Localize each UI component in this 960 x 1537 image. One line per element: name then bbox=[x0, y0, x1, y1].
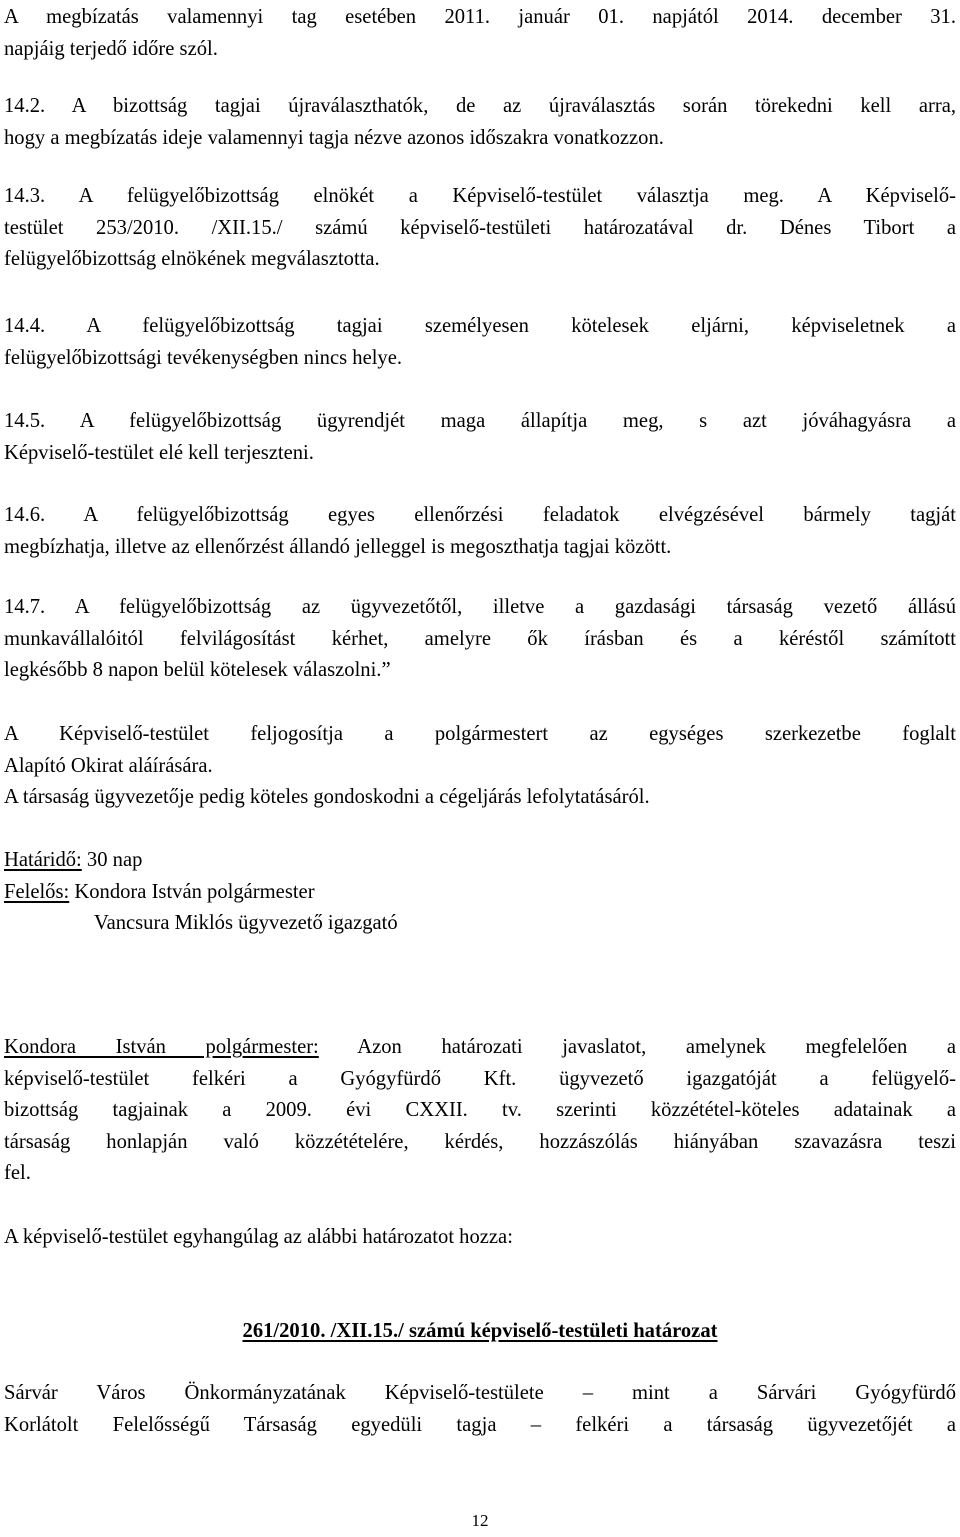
text-line: 14.5. A felügyelőbizottság ügyrendjét maga állapítja meg, s azt jóváhagyásra a bbox=[4, 410, 956, 432]
resolution-title bbox=[0, 1316, 960, 1348]
text-line: 14.2. A bizottság tagjai újraválaszthatók, de az újraválasztás során törekedni kell arra, bbox=[4, 95, 956, 117]
text-line: legkésőbb 8 napon belül kötelesek válaszolni.” bbox=[4, 659, 391, 682]
text-line: felügyelőbizottsági tevékenységben nincs helye. bbox=[4, 346, 403, 369]
text-line: A Képviselő-testület feljogosítja a polgármestert az egységes szerkezetbe foglalt bbox=[4, 723, 956, 745]
responsible-line bbox=[4, 877, 956, 909]
text-line: bizottság tagjainak a 2009. évi CXXII. tv. szerinti közzététel-köteles adatainak a bbox=[4, 1099, 956, 1122]
text-line: hogy a megbízatás ideje valamennyi tagja nézve azonos időszakra vonatkozzon. bbox=[4, 126, 664, 149]
text-line: 14.3. A felügyelőbizottság elnökét a Képviselő-testület választja meg. A Képviselő- bbox=[4, 185, 956, 207]
paragraph-14-4 bbox=[4, 311, 956, 374]
responsible-person: Kondora István polgármester bbox=[69, 880, 315, 903]
text-line: A képviselő-testület egyhangúlag az alábbi határozatot hozza: bbox=[4, 1226, 513, 1248]
deadline-value: 30 nap bbox=[81, 849, 143, 871]
text-line: Alapító Okirat aláírására. bbox=[4, 754, 213, 777]
text-line: képviselő-testület felkéri a Gyógyfürdő Kft. ügyvezető igazgatóját a felügyelő- bbox=[4, 1067, 956, 1090]
text-line: Korlátolt Felelősségű Társaság egyedüli tagja – felkéri a társaság ügyvezetőjét a bbox=[4, 1413, 956, 1436]
text-line: 14.6. A felügyelőbizottság egyes ellenőrzési feladatok elvégzésével bármely tagját bbox=[4, 504, 956, 526]
paragraph-14-7 bbox=[4, 592, 956, 687]
text-line: 14.4. A felügyelőbizottság tagjai személyesen kötelesek eljárni, képviseletnek a bbox=[4, 315, 956, 337]
text-line: fel. bbox=[4, 1162, 31, 1185]
paragraph-term bbox=[4, 2, 956, 65]
responsible-person: Vancsura Miklós ügyvezető igazgató bbox=[94, 912, 398, 935]
text-line: A társaság ügyvezetője pedig köteles gondoskodni a cégeljárás lefolytatásáról. bbox=[4, 786, 650, 809]
resolution-body bbox=[4, 1378, 956, 1441]
text-line: testület 253/2010. /XII.15./ számú képviselő-testületi határozatával dr. Dénes Tibort a bbox=[4, 216, 956, 239]
paragraph-speech bbox=[4, 1032, 956, 1190]
text-line: társaság honlapján való közzétételére, kérdés, hozzászólás hiányában szavazásra teszi bbox=[4, 1130, 956, 1153]
responsible-label: Felelős: bbox=[4, 880, 70, 903]
page-number: 12 bbox=[471, 1511, 489, 1530]
text-line: munkavállalóitól felvilágosítást kérhet, amelyre ők írásban és a kéréstől számított bbox=[4, 627, 956, 650]
text-line: napjáig terjedő időre szól. bbox=[4, 37, 218, 60]
paragraph-14-6 bbox=[4, 500, 956, 563]
deadline-block bbox=[4, 845, 956, 940]
vote-statement bbox=[4, 1222, 956, 1254]
text-line: Kondora István polgármester: Azon határozati javaslatot, amelynek megfelelően a bbox=[4, 1036, 956, 1058]
paragraph-14-5 bbox=[4, 406, 956, 469]
speaker-name: Kondora István polgármester: bbox=[4, 1036, 319, 1058]
deadline-label: Határidő: bbox=[4, 849, 82, 871]
text-line: 14.7. A felügyelőbizottság az ügyvezetőtől, illetve a gazdasági társaság vezető állású bbox=[4, 596, 956, 618]
resolution-title-text: 261/2010. /XII.15./ számú képviselő-testületi határozat bbox=[242, 1320, 718, 1342]
text-line: Sárvár Város Önkormányzatának Képviselő-testülete – mint a Sárvári Gyógyfürdő bbox=[4, 1382, 956, 1404]
paragraph-14-3 bbox=[4, 181, 956, 276]
paragraph-authorization bbox=[4, 719, 956, 814]
text-line: A megbízatás valamennyi tag esetében 2011. január 01. napjától 2014. december 31. bbox=[4, 6, 956, 28]
text-line: felügyelőbizottság elnökének megválasztotta. bbox=[4, 248, 380, 271]
text-line: Képviselő-testület elé kell terjeszteni. bbox=[4, 441, 314, 464]
text-line: megbízhatja, illetve az ellenőrzést állandó jelleggel is megoszthatja tagjai között. bbox=[4, 535, 672, 558]
paragraph-14-2 bbox=[4, 91, 956, 154]
deadline-line bbox=[4, 845, 956, 877]
